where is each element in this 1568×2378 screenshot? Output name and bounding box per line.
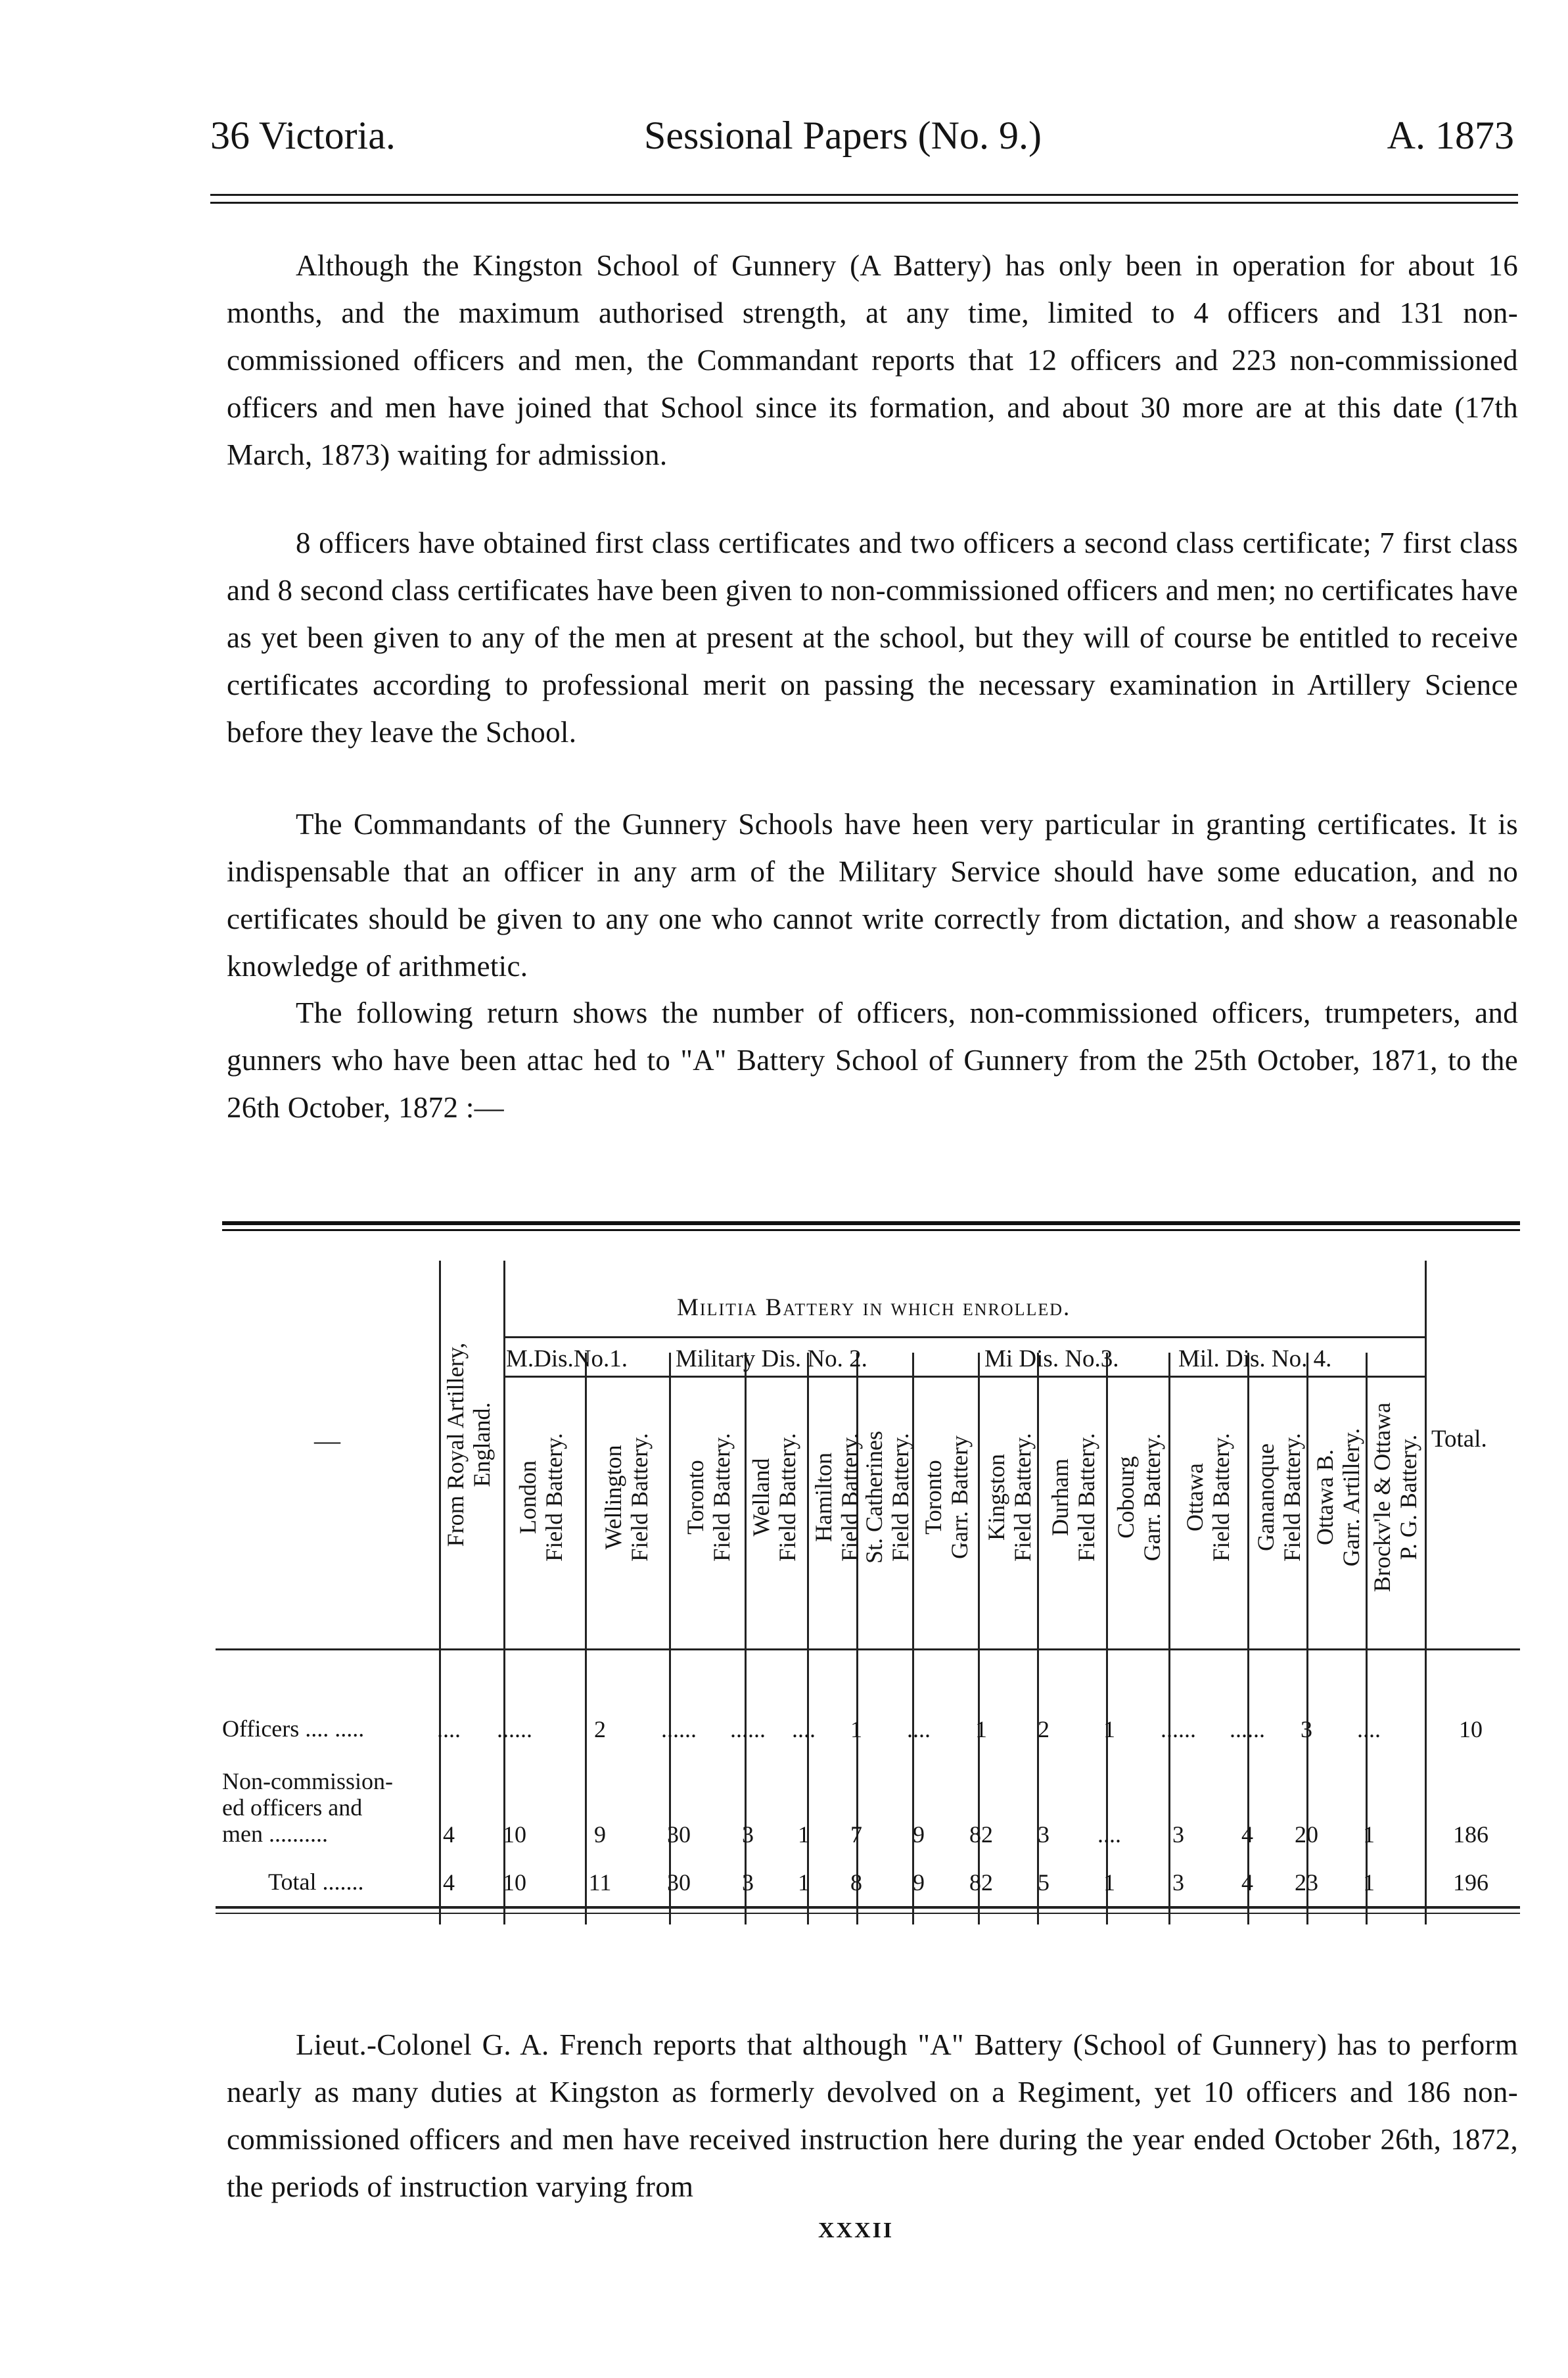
col-header-cobourg: Cobourg Garr. Battery. (1113, 1433, 1165, 1562)
col-header-toronto-field: Toronto Field Battery. (682, 1433, 735, 1562)
cell: 82 (969, 1869, 993, 1896)
cell-total: 10 (1459, 1716, 1483, 1742)
cell: 2 (594, 1716, 606, 1742)
paragraph-3: The Commandants of the Gunnery Schools have heen very particular in granting certificates. It is indispensable that an officer in any arm of the Military Service should have some education, and no certificates should be given to any one who cannot write correctly from dictation, and show a reasonable knowledge of arithmetic. (227, 808, 1518, 983)
col-header-st-catherines: St. Catherines Field Battery. (861, 1431, 913, 1564)
district-1: M.Dis.No.1. (506, 1345, 628, 1372)
col-header-wellington: Wellington Field Battery. (600, 1433, 653, 1562)
col-header-durham: Durham Field Battery. (1047, 1433, 1099, 1562)
cell: 4 (1241, 1821, 1253, 1848)
row-label-non-commissioned: Non-commission- ed officers and men .......... (222, 1768, 393, 1847)
corner-dash: — (314, 1426, 340, 1455)
cell: 3 (1301, 1716, 1312, 1742)
group-line (503, 1336, 1425, 1338)
header-rule-bottom (210, 202, 1518, 204)
cell: .... (1357, 1716, 1381, 1742)
header-session: 36 Victoria. (210, 114, 396, 157)
cell: 1 (798, 1869, 810, 1896)
cell: 11 (588, 1869, 612, 1896)
col-header-welland: Welland Field Battery. (748, 1433, 800, 1562)
cell: 20 (1295, 1821, 1318, 1848)
cell: 4 (443, 1869, 455, 1896)
table-top-rule (222, 1221, 1520, 1225)
col-header-ottawa-field: Ottawa Field Battery. (1182, 1433, 1234, 1562)
table-bottom-line (216, 1906, 1520, 1909)
header-document-number: A. 1873 (1387, 114, 1514, 157)
col-header-royal-artillery: From Royal Artillery, England. (442, 1342, 495, 1547)
cell: 1 (1363, 1821, 1375, 1848)
header-title: Sessional Papers (No. 9.) (644, 114, 1042, 157)
page-number: XXXII (818, 2218, 894, 2243)
cell: 9 (913, 1821, 925, 1848)
cell: 5 (1038, 1869, 1049, 1896)
header-rule-top (210, 194, 1518, 196)
cell: ...... (730, 1716, 766, 1742)
col-header-london: London Field Battery. (515, 1433, 567, 1562)
cell: 9 (913, 1869, 925, 1896)
table-top-rule-thin (222, 1229, 1520, 1231)
return-table (222, 1221, 1520, 1938)
cell: 1 (1103, 1869, 1115, 1896)
cell: .... (437, 1716, 461, 1742)
cell: .... (907, 1716, 931, 1742)
cell: 4 (1241, 1869, 1253, 1896)
col-header-gananoque: Gananoque Field Battery. (1253, 1433, 1305, 1562)
col-header-ottawa-garr: Ottawa B. Garr. Artillery. (1312, 1428, 1364, 1567)
cell: .... (1097, 1821, 1121, 1848)
cell: 3 (1172, 1869, 1184, 1896)
cell: 3 (1172, 1821, 1184, 1848)
table-bottom-line-thin (216, 1913, 1520, 1914)
district-3: Mi Dis. No.3. (984, 1345, 1119, 1372)
cell: 1 (798, 1821, 810, 1848)
group-title: Militia Battery in which enrolled. (677, 1294, 1071, 1321)
cell: 1 (1363, 1869, 1375, 1896)
cell: ...... (1161, 1716, 1196, 1742)
cell: 2 (1038, 1716, 1049, 1742)
cell: 3 (1038, 1821, 1049, 1848)
cell: 10 (503, 1821, 526, 1848)
cell: 30 (667, 1869, 691, 1896)
paragraph-4: The following return shows the number of officers, non-commissioned officers, trumpeters, and gunners who have been attac hed to "A" Battery School of Gunnery from the 25th October, 1871, to the 26th October, 1872 :— (227, 996, 1518, 1124)
total-header: Total. (1431, 1426, 1487, 1453)
district-4: Mil. Dis. No. 4. (1178, 1345, 1332, 1372)
paragraph-1: Although the Kingston School of Gunnery (A Battery) has only been in operation for about 16 months, and the maximum authorised strength, at any time, limited to 4 officers and 131 non-commissioned officers and men, the Commandant reports that 12 officers and 223 non-commissioned officers and men have joined that School since its formation, and about 30 more are at this date (17th March, 1873) waiting for admission. (227, 249, 1518, 471)
header-bottom-line (216, 1648, 1520, 1650)
cell: .... (792, 1716, 816, 1742)
cell: 30 (667, 1821, 691, 1848)
district-2: Military Dis. No. 2. (676, 1345, 867, 1372)
cell: 1 (975, 1716, 987, 1742)
cell: 3 (742, 1869, 754, 1896)
cell: 8 (850, 1869, 862, 1896)
paragraph-2: 8 officers have obtained first class certificates and two officers a second class certificate; 7 first class and 8 second class certificates have been given to non-commissioned officers and men; no certificates have as yet been given to any of the men at present at the school, but they will of course be entitled to receive certificates according to professional merit on passing the necessary examination in Artillery Science before they leave the School. (227, 526, 1518, 749)
col-line (1425, 1261, 1427, 1924)
cell: 7 (850, 1821, 862, 1848)
cell-total: 196 (1453, 1869, 1488, 1896)
cell: 10 (503, 1869, 526, 1896)
cell: ...... (661, 1716, 697, 1742)
cell: 23 (1295, 1869, 1318, 1896)
cell: 82 (969, 1821, 993, 1848)
cell: 4 (443, 1821, 455, 1848)
col-header-toronto-garr: Toronto Garr. Battery (920, 1435, 973, 1559)
cell: 3 (742, 1821, 754, 1848)
cell: ...... (1230, 1716, 1265, 1742)
cell: 1 (850, 1716, 862, 1742)
row-label-total: Total ....... (268, 1869, 364, 1895)
paragraph-closing: Lieut.-Colonel G. A. French reports that although "A" Battery (School of Gunnery) has to perform nearly as many duties at Kingston as formerly devolved on a Regiment, yet 10 officers and 186 non-commissioned officers and men have received instruction here during the year ended October 26th, 1872, the periods of instruction varying from (227, 2028, 1518, 2203)
row-label-officers: Officers .... ..... (222, 1715, 365, 1742)
col-header-kingston: Kingston Field Battery. (983, 1433, 1036, 1562)
col-header-hamilton: Hamilton Field Battery. (810, 1433, 863, 1562)
col-header-brockville: Brockv'le & Ottawa P. G. Battery. (1369, 1402, 1421, 1593)
cell-total: 186 (1453, 1821, 1488, 1848)
cell: ...... (497, 1716, 532, 1742)
cell: 1 (1103, 1716, 1115, 1742)
district-line (503, 1376, 1425, 1378)
cell: 9 (594, 1821, 606, 1848)
